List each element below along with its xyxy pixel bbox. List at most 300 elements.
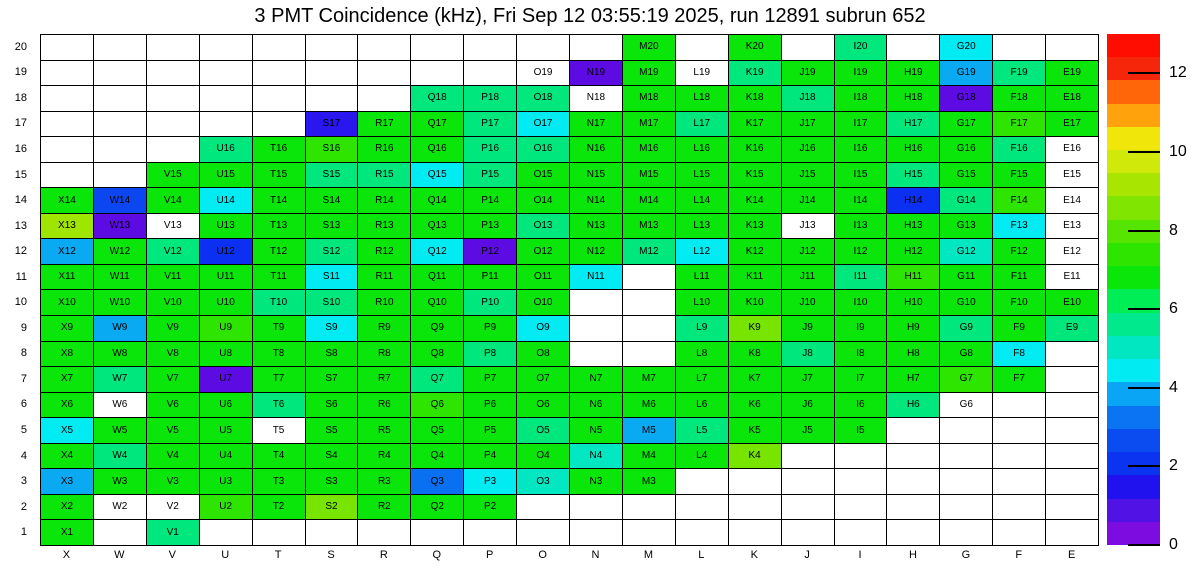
cell-P9: P9 [463,315,516,341]
cell-L14: L14 [675,187,728,213]
cell-E3-empty [1045,468,1098,494]
cell-X12: X12 [40,238,93,264]
cell-E14: E14 [1045,187,1098,213]
cell-N1-empty [569,519,622,545]
cell-Q16: Q16 [410,136,463,162]
cell-V5: V5 [146,417,199,443]
colorbar-tick-4 [1128,387,1160,389]
cell-J9: J9 [781,315,834,341]
cell-N16: N16 [569,136,622,162]
colorbar-band-16 [1107,150,1160,173]
cell-U4: U4 [199,443,252,469]
cell-G11: G11 [939,264,992,290]
cell-N20-empty [569,34,622,60]
cell-Q3: Q3 [410,468,463,494]
cell-E2-empty [1045,494,1098,520]
cell-M11-empty [622,264,675,290]
cell-H9: H9 [886,315,939,341]
cell-O20-empty [516,34,569,60]
x-axis-label-K: K [750,549,758,561]
x-axis-label-U: U [221,549,230,561]
cell-M1-empty [622,519,675,545]
y-axis-label-8: 8 [20,347,27,360]
cell-Q12: Q12 [410,238,463,264]
cell-X11: X11 [40,264,93,290]
cell-S4: S4 [305,443,358,469]
cell-J3-empty [781,468,834,494]
cell-J13: J13 [781,213,834,239]
cell-P8: P8 [463,341,516,367]
cell-M4: M4 [622,443,675,469]
cell-F1-empty [992,519,1045,545]
cell-T5: T5 [252,417,305,443]
y-axis-label-11: 11 [15,270,27,283]
cell-R9: R9 [357,315,410,341]
cell-H8: H8 [886,341,939,367]
cell-E5-empty [1045,417,1098,443]
cell-V10: V10 [146,289,199,315]
y-axis-label-2: 2 [20,500,27,513]
cell-O12: O12 [516,238,569,264]
cell-Q5: Q5 [410,417,463,443]
cell-J8: J8 [781,341,834,367]
cell-F15: F15 [992,162,1045,188]
cell-E6-empty [1045,392,1098,418]
cell-R4: R4 [357,443,410,469]
cell-P18: P18 [463,85,516,111]
cell-I9: I9 [834,315,887,341]
cell-V4: V4 [146,443,199,469]
cell-P14: P14 [463,187,516,213]
cell-L19: L19 [675,60,728,86]
cell-H3-empty [886,468,939,494]
cell-Q13: Q13 [410,213,463,239]
cell-X19-empty [40,60,93,86]
cell-M9-empty [622,315,675,341]
cell-X7: X7 [40,366,93,392]
cell-X13: X13 [40,213,93,239]
cell-V1: V1 [146,519,199,545]
cell-F5-empty [992,417,1045,443]
cell-K6: K6 [728,392,781,418]
cell-T18-empty [252,85,305,111]
cell-H12: H12 [886,238,939,264]
cell-P15: P15 [463,162,516,188]
colorbar-tick-2 [1128,465,1160,467]
cell-O7: O7 [516,366,569,392]
cell-V15: V15 [146,162,199,188]
cell-G14: G14 [939,187,992,213]
cell-W16-empty [93,136,146,162]
cell-G17: G17 [939,111,992,137]
cell-M2-empty [622,494,675,520]
cell-F11: F11 [992,264,1045,290]
y-axis-label-17: 17 [14,117,27,130]
colorbar-band-1 [1107,499,1160,522]
cell-J6: J6 [781,392,834,418]
cell-J20-empty [781,34,834,60]
cell-L9: L9 [675,315,728,341]
cell-S12: S12 [305,238,358,264]
cell-M6: M6 [622,392,675,418]
cell-J17: J17 [781,111,834,137]
cell-F16: F16 [992,136,1045,162]
cell-P17: P17 [463,111,516,137]
cell-S16: S16 [305,136,358,162]
cell-X14: X14 [40,187,93,213]
y-axis-label-18: 18 [14,91,27,104]
cell-R3: R3 [357,468,410,494]
cell-J7: J7 [781,366,834,392]
cell-E17: E17 [1045,111,1098,137]
cell-T8: T8 [252,341,305,367]
cell-K1-empty [728,519,781,545]
cell-N13: N13 [569,213,622,239]
cell-U10: U10 [199,289,252,315]
cell-F7: F7 [992,366,1045,392]
cell-O5: O5 [516,417,569,443]
cell-G15: G15 [939,162,992,188]
cell-O6: O6 [516,392,569,418]
cell-I20: I20 [834,34,887,60]
cell-H19: H19 [886,60,939,86]
cell-W14: W14 [93,187,146,213]
cell-I1-empty [834,519,887,545]
cell-X16-empty [40,136,93,162]
cell-F20-empty [992,34,1045,60]
cell-J5: J5 [781,417,834,443]
cell-R11: R11 [357,264,410,290]
colorbar-band-19 [1107,80,1160,103]
cell-N7: N7 [569,366,622,392]
colorbar-band-0 [1107,522,1160,545]
colorbar-tick-10 [1128,151,1160,153]
cell-J18: J18 [781,85,834,111]
cell-F19: F19 [992,60,1045,86]
colorbar-tick-12 [1128,72,1160,74]
cell-O17: O17 [516,111,569,137]
cell-G2-empty [939,494,992,520]
cell-J1-empty [781,519,834,545]
colorbar-band-17 [1107,127,1160,150]
cell-W11: W11 [93,264,146,290]
cell-G4-empty [939,443,992,469]
cell-X4: X4 [40,443,93,469]
cell-V2: V2 [146,494,199,520]
cell-S11: S11 [305,264,358,290]
cell-N12: N12 [569,238,622,264]
cell-K7: K7 [728,366,781,392]
cell-R20-empty [357,34,410,60]
cell-K9: K9 [728,315,781,341]
cell-J10: J10 [781,289,834,315]
cell-F8: F8 [992,341,1045,367]
cell-S15: S15 [305,162,358,188]
cell-T2: T2 [252,494,305,520]
cell-U2: U2 [199,494,252,520]
cell-H13: H13 [886,213,939,239]
y-axis-label-12: 12 [14,245,27,258]
cell-X5: X5 [40,417,93,443]
cell-X6: X6 [40,392,93,418]
cell-Q4: Q4 [410,443,463,469]
x-axis-label-O: O [538,549,547,561]
cell-N11: N11 [569,264,622,290]
cell-O3: O3 [516,468,569,494]
cell-N5: N5 [569,417,622,443]
cell-I5: I5 [834,417,887,443]
cell-O14: O14 [516,187,569,213]
cell-W15-empty [93,162,146,188]
cell-K13: K13 [728,213,781,239]
cell-H16: H16 [886,136,939,162]
cell-J11: J11 [781,264,834,290]
cell-Q14: Q14 [410,187,463,213]
cell-G9: G9 [939,315,992,341]
cell-K5: K5 [728,417,781,443]
cell-U15: U15 [199,162,252,188]
cell-I4-empty [834,443,887,469]
colorbar-band-21 [1107,34,1160,57]
cell-W3: W3 [93,468,146,494]
cell-E16: E16 [1045,136,1098,162]
cell-K4: K4 [728,443,781,469]
cell-S5: S5 [305,417,358,443]
cell-J2-empty [781,494,834,520]
cell-J14: J14 [781,187,834,213]
cell-S7: S7 [305,366,358,392]
cell-K15: K15 [728,162,781,188]
cell-K20: K20 [728,34,781,60]
y-axis-label-6: 6 [20,398,27,411]
cell-O10: O10 [516,289,569,315]
cell-I2-empty [834,494,887,520]
cell-U8: U8 [199,341,252,367]
cell-H7: H7 [886,366,939,392]
x-axis-label-V: V [168,549,176,561]
colorbar-band-3 [1107,452,1160,475]
cell-W9: W9 [93,315,146,341]
cell-V14: V14 [146,187,199,213]
cell-U20-empty [199,34,252,60]
cell-V13: V13 [146,213,199,239]
cell-X3: X3 [40,468,93,494]
y-axis-label-10: 10 [14,296,27,309]
cell-E10: E10 [1045,289,1098,315]
cell-U3: U3 [199,468,252,494]
cell-M10-empty [622,289,675,315]
cell-U7: U7 [199,366,252,392]
cell-T4: T4 [252,443,305,469]
cell-O19: O19 [516,60,569,86]
cell-I14: I14 [834,187,887,213]
cell-F18: F18 [992,85,1045,111]
cell-R19-empty [357,60,410,86]
cell-I15: I15 [834,162,887,188]
cell-V20-empty [146,34,199,60]
cell-N9-empty [569,315,622,341]
colorbar-tick-label-8: 8 [1169,221,1178,239]
y-axis-label-9: 9 [20,321,27,334]
cell-P11: P11 [463,264,516,290]
x-axis-label-Q: Q [432,549,442,561]
x-axis-label-F: F [1015,549,1023,561]
cell-T19-empty [252,60,305,86]
cell-U18-empty [199,85,252,111]
x-axis-label-N: N [591,549,600,561]
cell-I3-empty [834,468,887,494]
cell-U12: U12 [199,238,252,264]
x-axis [40,549,1098,567]
cell-X9: X9 [40,315,93,341]
cell-L16: L16 [675,136,728,162]
x-axis-label-J: J [804,549,810,561]
cell-X8: X8 [40,341,93,367]
cell-P2: P2 [463,494,516,520]
cell-O8: O8 [516,341,569,367]
cell-R8: R8 [357,341,410,367]
cell-Q6: Q6 [410,392,463,418]
cell-Q19-empty [410,60,463,86]
cell-Q8: Q8 [410,341,463,367]
colorbar-band-14 [1107,196,1160,219]
cell-K17: K17 [728,111,781,137]
cell-K14: K14 [728,187,781,213]
x-axis-label-S: S [327,549,335,561]
x-axis-label-L: L [698,549,705,561]
cell-T15: T15 [252,162,305,188]
cell-E13: E13 [1045,213,1098,239]
cell-E19: E19 [1045,60,1098,86]
cell-Q20-empty [410,34,463,60]
cell-L2-empty [675,494,728,520]
cell-F4-empty [992,443,1045,469]
colorbar-band-8 [1107,336,1160,359]
y-axis-label-13: 13 [14,219,27,232]
cell-G8: G8 [939,341,992,367]
cell-S18-empty [305,85,358,111]
cell-H1-empty [886,519,939,545]
cell-F12: F12 [992,238,1045,264]
cell-L4: L4 [675,443,728,469]
cell-N17: N17 [569,111,622,137]
cell-E18: E18 [1045,85,1098,111]
cell-K19: K19 [728,60,781,86]
colorbar-band-11 [1107,266,1160,289]
cell-U1-empty [199,519,252,545]
cell-F14: F14 [992,187,1045,213]
cell-I8: I8 [834,341,887,367]
colorbar-band-4 [1107,429,1160,452]
cell-W6: W6 [93,392,146,418]
cell-K10: K10 [728,289,781,315]
cell-V17-empty [146,111,199,137]
cell-P4: P4 [463,443,516,469]
x-axis-label-I: I [858,549,862,561]
cell-V7: V7 [146,366,199,392]
cell-J16: J16 [781,136,834,162]
cell-W10: W10 [93,289,146,315]
x-axis-label-R: R [379,549,388,561]
cell-W12: W12 [93,238,146,264]
cell-E15: E15 [1045,162,1098,188]
cell-P13: P13 [463,213,516,239]
cell-Q7: Q7 [410,366,463,392]
cell-I18: I18 [834,85,887,111]
cell-U16: U16 [199,136,252,162]
cell-P6: P6 [463,392,516,418]
y-axis-label-16: 16 [14,142,27,155]
colorbar-band-7 [1107,359,1160,382]
cell-M7: M7 [622,366,675,392]
cell-K16: K16 [728,136,781,162]
cell-W13: W13 [93,213,146,239]
cell-Q9: Q9 [410,315,463,341]
cell-V11: V11 [146,264,199,290]
cell-F13: F13 [992,213,1045,239]
x-axis-label-X: X [62,549,71,561]
cell-J12: J12 [781,238,834,264]
cell-V12: V12 [146,238,199,264]
x-axis-label-W: W [114,549,125,561]
cell-Q2: Q2 [410,494,463,520]
cell-I6: I6 [834,392,887,418]
cell-M17: M17 [622,111,675,137]
cell-G3-empty [939,468,992,494]
cell-J19: J19 [781,60,834,86]
cell-U11: U11 [199,264,252,290]
colorbar-gradient [1107,34,1160,545]
cell-R5: R5 [357,417,410,443]
cell-S9: S9 [305,315,358,341]
x-axis-label-G: G [961,549,971,561]
cell-O18: O18 [516,85,569,111]
cell-N2-empty [569,494,622,520]
cell-T3: T3 [252,468,305,494]
cell-V19-empty [146,60,199,86]
chart-title: 3 PMT Coincidence (kHz), Fri Sep 12 03:55:19 2025, run 12891 subrun 652 [254,5,926,27]
cell-W17-empty [93,111,146,137]
cell-E12: E12 [1045,238,1098,264]
cell-T12: T12 [252,238,305,264]
cell-G5-empty [939,417,992,443]
cell-H15: H15 [886,162,939,188]
cell-I16: I16 [834,136,887,162]
cell-K12: K12 [728,238,781,264]
cell-X2: X2 [40,494,93,520]
heatmap-grid [40,34,1099,546]
colorbar-tick-8 [1128,230,1160,232]
cell-S20-empty [305,34,358,60]
cell-X15-empty [40,162,93,188]
cell-S2: S2 [305,494,358,520]
cell-N18: N18 [569,85,622,111]
cell-U9: U9 [199,315,252,341]
colorbar-tick-label-10: 10 [1169,142,1187,160]
cell-T17-empty [252,111,305,137]
cell-F2-empty [992,494,1045,520]
colorbar [1107,34,1196,553]
cell-R10: R10 [357,289,410,315]
colorbar-band-5 [1107,406,1160,429]
cell-O11: O11 [516,264,569,290]
cell-N10-empty [569,289,622,315]
cell-I19: I19 [834,60,887,86]
cell-H5-empty [886,417,939,443]
cell-X20-empty [40,34,93,60]
cell-L11: L11 [675,264,728,290]
x-axis-label-M: M [643,549,653,561]
